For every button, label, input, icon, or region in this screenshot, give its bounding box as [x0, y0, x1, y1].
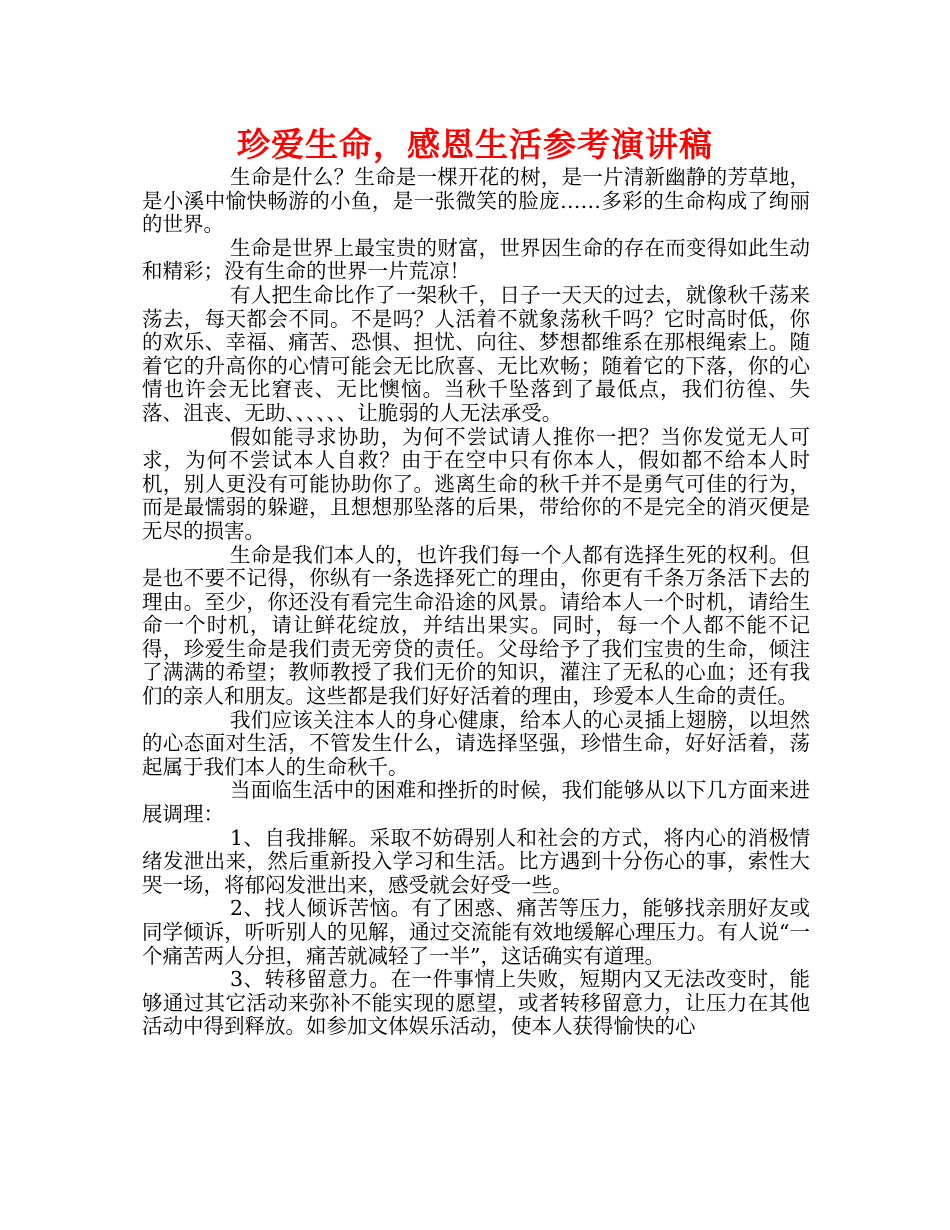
document-title: 珍爱生命，感恩生活参考演讲稿 — [237, 125, 713, 164]
paragraph-2: 生命是世界上最宝贵的财富，世界因生命的存在而变得如此生动和精彩；没有生命的世界一片荒凉！ — [142, 235, 810, 284]
paragraph-4: 假如能寻求协助，为何不尝试请人推你一把？当你发觉无人可求，为何不尝试本人自救？由于在空中只有你本人，假如都不给本人时机，别人更没有可能协助你了。逃离生命的秋千并不是勇气可佳的行为，而是最懦弱的躲避，且想想那坠落的后果，带给你的不是完全的消灭便是无尽的损害。 — [142, 424, 810, 543]
paragraph-6: 我们应该关注本人的身心健康，给本人的心灵插上翅膀，以坦然的心态面对生活，不管发生什么，请选择坚强，珍惜生命，好好活着，荡起属于我们本人的生命秋千。 — [142, 707, 810, 779]
paragraph-7: 当面临生活中的困难和挫折的时候，我们能够从以下几方面来进展调理： — [142, 778, 810, 827]
paragraph-5: 生命是我们本人的，也许我们每一个人都有选择生死的权利。但是也不要不记得，你纵有一条选择死亡的理由，你更有千条万条活下去的理由。至少，你还没有看完生命沿途的风景。请给本人一个时机，请给生命一个时机，请让鲜花绽放，并结出果实。同时，每一个人都不能不记得，珍爱生命是我们责无旁贷的责任。父母给予了我们宝贵的生命，倾注了满满的希望；教师教授了我们无价的知识，灌注了无私的心血；还有我们的亲人和朋友。这些都是我们好好活着的理由，珍爱本人生命的责任。 — [142, 542, 810, 709]
paragraph-3: 有人把生命比作了一架秋千，日子一天天的过去，就像秋千荡来荡去，每天都会不同。不是吗？人活着不就象荡秋千吗？它时高时低，你的欢乐、幸福、痛苦、恐惧、担忧、向往、梦想都维系在那根绳索上。随着它的升高你的心情可能会无比欣喜、无比欢畅；随着它的下落，你的心情也许会无比窘丧、无比懊恼。当秋千坠落到了最低点，我们彷徨、失落、沮丧、无助、、、、、、让脆弱的人无法承受。 — [142, 282, 810, 425]
list-item-3: 3、转移留意力。在一件事情上失败，短期内又无法改变时，能够通过其它活动来弥补不能实现的愿望，或者转移留意力，让压力在其他活动中得到释放。如参加文体娱乐活动，使本人获得愉快的心 — [142, 967, 810, 1039]
list-item-2: 2、找人倾诉苦恼。有了困惑、痛苦等压力，能够找亲朋好友或同学倾诉，听听别人的见解，通过交流能有效地缓解心理压力。有人说“一个痛苦两人分担，痛苦就减轻了一半”，这话确实有道理。 — [142, 896, 810, 968]
document-body — [142, 166, 810, 1039]
paragraph-1: 生命是什么？生命是一棵开花的树，是一片清新幽静的芳草地，是小溪中愉快畅游的小鱼，是一张微笑的脸庞……多彩的生命构成了绚丽的世界。 — [142, 165, 810, 237]
list-item-1: 1、自我排解。采取不妨碍别人和社会的方式，将内心的消极情绪发泄出来，然后重新投入学习和生活。比方遇到十分伤心的事，索性大哭一场，将郁闷发泄出来，感受就会好受一些。 — [142, 825, 810, 897]
